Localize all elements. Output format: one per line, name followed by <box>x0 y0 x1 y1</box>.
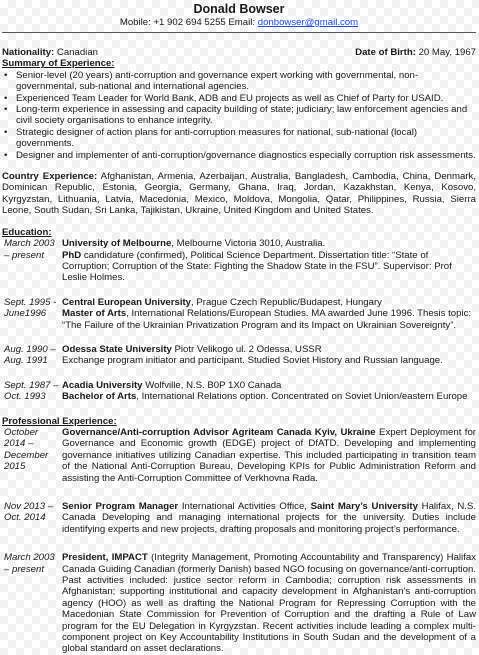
entry-body <box>62 552 476 655</box>
job-title: Senior Program Manager <box>62 501 179 512</box>
contact-text: Mobile: +1 902 694 5255 Email: <box>119 17 258 28</box>
institution: Odessa State University <box>62 343 172 355</box>
dob-value: 20 May, 1967 <box>415 47 476 58</box>
email-link[interactable]: donbowser@gmail.com <box>257 17 359 28</box>
institution-location: , Melbourne Victoria 3010, Australia. <box>171 238 326 250</box>
degree-detail: Exchange program initiator and participant. Studied Soviet History and Russian language. <box>62 355 443 367</box>
degree: Bachelor of Arts <box>62 391 137 403</box>
summary-list <box>2 70 476 161</box>
job-entry <box>2 427 476 484</box>
candidate-name: Donald Bowser <box>193 2 285 16</box>
entry-body <box>62 238 476 284</box>
summary-item: • Experienced Team Leader for World Bank, ADB and EU projects as well as Chief of Party for USAID. <box>2 93 476 104</box>
degree: PhD <box>62 249 82 261</box>
resume-document <box>2 0 476 655</box>
country-experience-text: Afghanistan, Armenia, Azerbaijan, Australia, Bangladesh, Cambodia, China, Denmark, Dominican Republic, Estonia, Georgia, Germany, Ghana, Iraq, Jordan, Kazakhstan, Kenya, Kosovo, Kyrgyzstan, Lithuania, Latvia, Macedonia, Mexico, Moldova, Mongolia, Qatar, Philippines, Russia, Sierra Leone, South Sudan, Sri Lanka, Tajikistan, Ukraine, United Kingdom and United States. <box>2 171 476 217</box>
entry-body <box>62 501 476 535</box>
nationality <box>2 47 98 58</box>
job-description: Expert Deployment for Governance and Economic growth (EDGE) project of DfATD. Developing and implementing governance initiatives utilizing Canadian expertise. This included participating in transition team of the National Anti-Corruption Bureau, Developing KPIs for Public Administration Reform and assisting the Anti-Corruption Committee of Verkhovna Rada. <box>62 426 476 484</box>
institution: Central European University <box>62 296 192 308</box>
education-entry <box>2 238 476 284</box>
institution-location: Piotr Velikogo ul. 2 Odessa, USSR <box>171 343 322 355</box>
degree: Master of Arts <box>62 308 127 320</box>
entry-date: Sept. 1995 - June1996 <box>4 296 57 320</box>
entry-date: Aug. 1990 – Aug. 1991 <box>4 343 56 367</box>
entry-date: Nov 2013 – Oct. 2014 <box>4 501 54 524</box>
entry-body <box>62 344 476 367</box>
summary-item: • Senior-level (20 years) anti-corruption and governance expert working with governmental, non-governmental, sub-national and international agencies. <box>2 70 476 93</box>
institution-location: Wolfville, N.S. B0P 1X0 Canada <box>142 379 282 391</box>
job-description: (Integrity Management, Promoting Accountability and Transparency) Halifax Canada Guiding Canadian (formerly Danish) based NGO focusing on governance/anti-corruption. Past activities included: justice sector reform in Cambodia; corruption risk assessments in Afghanistan; supporting institutional and capacity development in Afghanistan’s anti-corruption agency (HOO) as well as drafting the National Program for Repressing Corruption with the Macedonian State Commission for Prevention of Corruption and the drafting a Rule of Law program for the EU Delegation in Kyrgyzstan. Recent activities include leading a complex multi-component project on Key Accountability Institutions in South Sudan and the development of a global standard on asset declarations. <box>62 552 476 655</box>
summary-item: • Designer and implementer of anti-corruption/governance diagnostics especially corruption risk assessments. <box>2 150 476 161</box>
entry-date: Sept. 1987 – Oct. 1993 <box>4 379 59 403</box>
nationality-label: Nationality: <box>2 47 55 58</box>
education-entry <box>2 344 476 367</box>
institution-location: , Prague Czech Republic/Budapest, Hungary <box>191 296 382 308</box>
job-office: International Activities Office, <box>178 501 311 512</box>
entry-date: March 2003 – present <box>4 238 55 261</box>
degree-detail: , International Relations/European Studies. MA awarded June 1996. Thesis topic: “The Failure of the Ukrainian Privatization Program and its Impact on Ukrainian Sovereignty”. <box>62 308 472 331</box>
entry-date: March 2003 – present <box>4 552 55 575</box>
summary-item: • Long-term experience in assessing and capacity building of state; judiciary; law enforcement agencies and civil society organisations to enhance integrity. <box>2 104 476 127</box>
institution: Acadia University <box>62 379 143 391</box>
entry-body <box>62 297 476 331</box>
degree-detail: , International Relations option. Concentrated on Soviet Union/eastern Europe <box>136 391 468 403</box>
job-description: Halifax, N.S. Canada Developing and managing international projects for the university. Duties include identifying experts and new projects, drafting proposals and monitoring project’s performance. <box>62 501 477 535</box>
institution: University of Melbourne <box>62 238 172 250</box>
dob-label: Date of Birth: <box>355 47 416 58</box>
contact-line <box>2 17 476 28</box>
degree-detail: candidature (confirmed), Political Science Department. Dissertation title: “State of Corruption; Corruption of the State: Fighting the Shadow State in the FSU”. Supervisor: Prof Leslie Holmes. <box>62 249 452 284</box>
education-entry <box>2 380 476 403</box>
professional-heading: Professional Experience: <box>2 415 117 427</box>
country-experience-label: Country Experience: <box>2 171 98 183</box>
personal-info <box>2 47 476 58</box>
header-divider <box>2 32 476 33</box>
entry-date: October 2014 – December 2015 <box>4 426 49 473</box>
job-employer: Saint Mary’s University <box>310 501 418 512</box>
job-title: Governance/Anti-corruption Advisor Agriteam Canada Kyiv, Ukraine <box>62 426 376 438</box>
summary-item: • Strategic designer of action plans for anti-corruption measures for national, sub-national (local) governments. <box>2 127 476 150</box>
education-heading: Education: <box>2 226 52 238</box>
job-title: President, IMPACT <box>62 552 148 564</box>
date-of-birth <box>355 47 476 58</box>
country-experience <box>2 171 476 217</box>
entry-body <box>62 427 476 484</box>
summary-heading: Summary of Experience: <box>2 58 115 70</box>
nationality-value: Canadian <box>54 47 98 58</box>
job-entry <box>2 501 476 535</box>
job-entry <box>2 552 476 655</box>
entry-body <box>62 380 476 403</box>
education-entry <box>2 297 476 331</box>
